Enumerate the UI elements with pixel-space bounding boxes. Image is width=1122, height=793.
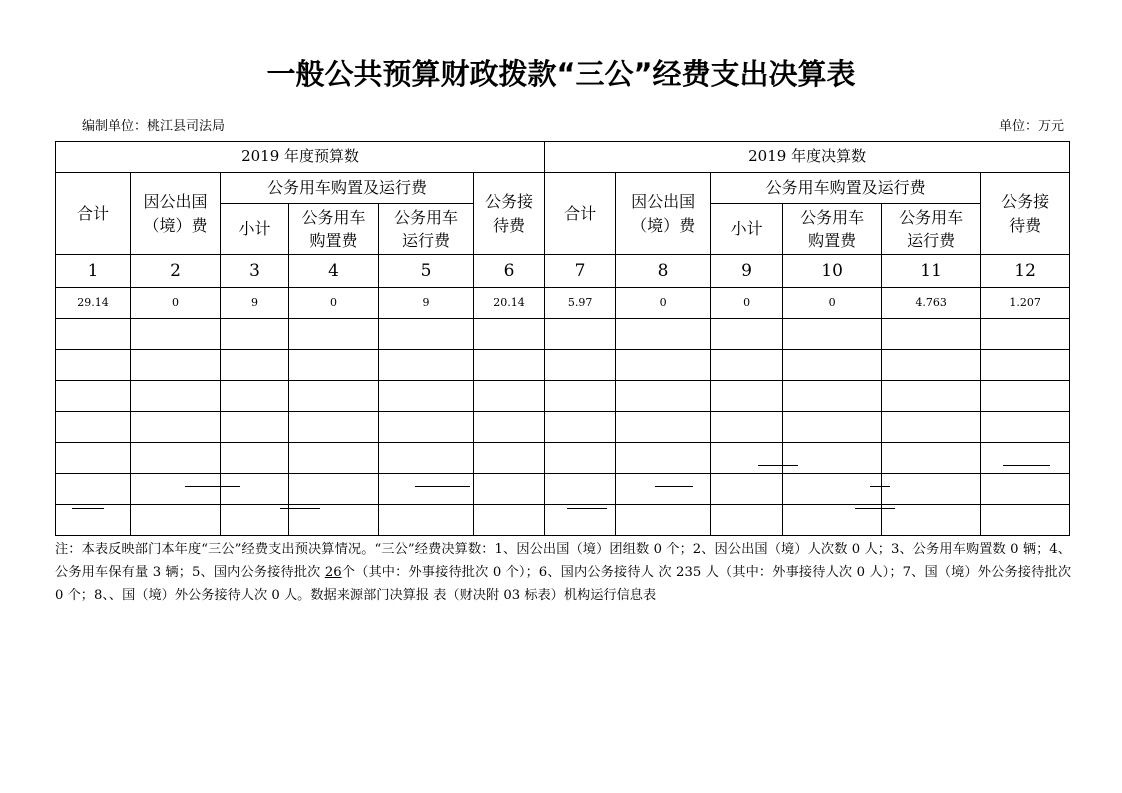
empty-cell <box>289 381 379 412</box>
empty-cell <box>545 319 616 350</box>
empty-cell <box>379 443 474 474</box>
empty-cell <box>56 350 131 381</box>
budget-reception-header <box>474 173 545 255</box>
table-cell: 1.207 <box>981 288 1070 319</box>
table-cell: 0 <box>711 288 783 319</box>
empty-cell <box>379 319 474 350</box>
empty-cell <box>379 474 474 505</box>
empty-cell <box>616 350 711 381</box>
table-cell: 4.763 <box>882 288 981 319</box>
empty-cell <box>289 412 379 443</box>
header-line: 公务用车 <box>800 207 865 227</box>
header-line: 待费 <box>493 215 526 235</box>
empty-cell <box>783 474 882 505</box>
final-year-header: 2019 年度决算数 <box>545 142 1070 173</box>
empty-cell <box>56 381 131 412</box>
empty-cell <box>221 381 289 412</box>
empty-cell <box>474 474 545 505</box>
budget-year-header: 2019 年度预算数 <box>56 142 545 173</box>
empty-cell <box>56 443 131 474</box>
footnote-text: 个（其中：外事接待批次 0 个）；6、国内公务接待人 次 235 人（其中：外事接待人次 0 人）；7、国（境）外公务接待批次 0 个；8、、国（境）外公务接待人次 0 人。数据来源部门决算报 表（财决附 03 标表）机构运行信息表 <box>55 565 1072 603</box>
table-cell: 29.14 <box>56 288 131 319</box>
empty-cell <box>379 505 474 536</box>
header-line: 因公出国 <box>143 192 208 212</box>
empty-row <box>56 381 1070 412</box>
stray-line <box>758 465 798 466</box>
header-line: 公务接 <box>485 192 534 212</box>
year-header-row <box>56 142 1070 173</box>
empty-cell <box>783 412 882 443</box>
stray-line <box>1003 465 1050 466</box>
empty-cell <box>981 505 1070 536</box>
empty-cell <box>131 350 221 381</box>
column-number: 12 <box>981 255 1070 288</box>
final-vehicle-group-header: 公务用车购置及运行费 <box>711 173 981 204</box>
empty-cell <box>56 474 131 505</box>
empty-cell <box>379 412 474 443</box>
header-line: 购置费 <box>808 231 857 250</box>
column-number-row <box>56 255 1070 288</box>
empty-cell <box>131 443 221 474</box>
empty-cell <box>616 381 711 412</box>
empty-cell <box>221 443 289 474</box>
empty-cell <box>882 381 981 412</box>
stray-line <box>415 486 470 487</box>
column-number: 4 <box>289 255 379 288</box>
final-reception-header <box>981 173 1070 255</box>
empty-cell <box>981 412 1070 443</box>
column-number: 6 <box>474 255 545 288</box>
expenditure-table <box>55 141 1070 536</box>
empty-row <box>56 319 1070 350</box>
column-number: 5 <box>379 255 474 288</box>
empty-cell <box>131 412 221 443</box>
empty-cell <box>711 412 783 443</box>
empty-cell <box>616 474 711 505</box>
budget-vehicle-operation-header <box>379 204 474 255</box>
empty-cell <box>882 474 981 505</box>
stray-line <box>655 486 693 487</box>
empty-row <box>56 350 1070 381</box>
empty-cell <box>289 319 379 350</box>
empty-cell <box>981 350 1070 381</box>
final-subtotal-header: 小计 <box>711 204 783 255</box>
empty-cell <box>56 505 131 536</box>
compiler-unit: 编制单位：桃江县司法局 <box>82 119 226 134</box>
empty-cell <box>379 350 474 381</box>
column-number: 10 <box>783 255 882 288</box>
empty-row <box>56 505 1070 536</box>
page-title: 一般公共预算财政拨款“三公”经费支出决算表 <box>266 57 856 91</box>
table-cell: 0 <box>131 288 221 319</box>
table-cell: 9 <box>379 288 474 319</box>
empty-cell <box>56 319 131 350</box>
empty-cell <box>221 474 289 505</box>
empty-cell <box>545 412 616 443</box>
empty-row <box>56 412 1070 443</box>
empty-cell <box>981 474 1070 505</box>
empty-cell <box>545 350 616 381</box>
empty-cell <box>289 505 379 536</box>
footnote <box>55 538 1071 607</box>
header-line: 运行费 <box>401 231 450 250</box>
empty-cell <box>131 381 221 412</box>
empty-row <box>56 443 1070 474</box>
budget-vehicle-group-header: 公务用车购置及运行费 <box>221 173 474 204</box>
stray-line <box>280 508 320 509</box>
header-line: 购置费 <box>309 231 358 250</box>
stray-line <box>870 486 890 487</box>
budget-subtotal-header: 小计 <box>221 204 289 255</box>
empty-cell <box>783 350 882 381</box>
empty-cell <box>616 319 711 350</box>
empty-cell <box>711 381 783 412</box>
budget-abroad-header <box>131 173 221 255</box>
stray-line <box>855 508 895 509</box>
empty-cell <box>882 505 981 536</box>
header-line: 运行费 <box>907 231 956 250</box>
final-total-header: 合计 <box>545 173 616 255</box>
empty-cell <box>545 381 616 412</box>
table-row <box>56 288 1070 319</box>
stray-line <box>185 486 240 487</box>
column-number: 8 <box>616 255 711 288</box>
currency-unit: 单位：万元 <box>998 119 1064 134</box>
column-number: 1 <box>56 255 131 288</box>
empty-cell <box>474 381 545 412</box>
empty-cell <box>882 412 981 443</box>
empty-cell <box>221 350 289 381</box>
empty-cell <box>545 474 616 505</box>
empty-cell <box>474 319 545 350</box>
empty-cell <box>783 443 882 474</box>
empty-cell <box>379 381 474 412</box>
table-cell: 20.14 <box>474 288 545 319</box>
column-number: 3 <box>221 255 289 288</box>
footnote-underlined-count: 26 <box>324 565 342 580</box>
budget-vehicle-purchase-header <box>289 204 379 255</box>
header-line: 因公出国 <box>631 192 696 212</box>
empty-cell <box>711 474 783 505</box>
column-number: 2 <box>131 255 221 288</box>
empty-cell <box>981 319 1070 350</box>
header-line: （境）费 <box>631 215 696 235</box>
empty-cell <box>56 412 131 443</box>
empty-cell <box>783 505 882 536</box>
empty-cell <box>474 412 545 443</box>
empty-cell <box>221 319 289 350</box>
empty-cell <box>131 505 221 536</box>
budget-total-header: 合计 <box>56 173 131 255</box>
empty-cell <box>474 350 545 381</box>
empty-cell <box>131 474 221 505</box>
table-cell: 5.97 <box>545 288 616 319</box>
stray-line <box>72 508 104 509</box>
empty-cell <box>616 443 711 474</box>
column-number: 7 <box>545 255 616 288</box>
empty-cell <box>882 319 981 350</box>
empty-cell <box>783 319 882 350</box>
header-line: 公务用车 <box>899 207 964 227</box>
empty-cell <box>981 381 1070 412</box>
empty-cell <box>221 412 289 443</box>
header-line: 待费 <box>1009 215 1042 235</box>
empty-cell <box>289 443 379 474</box>
table-cell: 0 <box>289 288 379 319</box>
final-vehicle-purchase-header <box>783 204 882 255</box>
empty-cell <box>882 443 981 474</box>
empty-cell <box>711 505 783 536</box>
empty-cell <box>616 412 711 443</box>
empty-cell <box>711 443 783 474</box>
empty-cell <box>882 350 981 381</box>
table-cell: 9 <box>221 288 289 319</box>
empty-cell <box>981 443 1070 474</box>
header-line: 公务用车 <box>393 207 458 227</box>
header-line: （境）费 <box>143 215 208 235</box>
empty-cell <box>474 505 545 536</box>
empty-cell <box>131 319 221 350</box>
empty-cell <box>545 505 616 536</box>
header-line: 公务接 <box>1001 192 1050 212</box>
empty-cell <box>616 505 711 536</box>
stray-line <box>567 508 607 509</box>
empty-cell <box>711 319 783 350</box>
empty-cell <box>289 350 379 381</box>
column-header-row <box>56 173 1070 204</box>
final-abroad-header <box>616 173 711 255</box>
table-cell: 0 <box>783 288 882 319</box>
footnote-text: 注：本表反映部门本年度“三公”经费支出预决算情况。“三公”经费决算数：1、因公出国（境）团组数 0 个；2、因公出国（境）人次数 0 人；3、公务用车购置数 0 辆；4、公务用车保有量 3 辆；5、国内公务接待批次 <box>55 542 1071 580</box>
final-vehicle-operation-header <box>882 204 981 255</box>
column-number: 11 <box>882 255 981 288</box>
empty-cell <box>221 505 289 536</box>
empty-row <box>56 474 1070 505</box>
empty-cell <box>711 350 783 381</box>
header-line: 公务用车 <box>301 207 366 227</box>
empty-cell <box>783 381 882 412</box>
empty-cell <box>545 443 616 474</box>
column-number: 9 <box>711 255 783 288</box>
table-cell: 0 <box>616 288 711 319</box>
empty-cell <box>474 443 545 474</box>
empty-cell <box>289 474 379 505</box>
